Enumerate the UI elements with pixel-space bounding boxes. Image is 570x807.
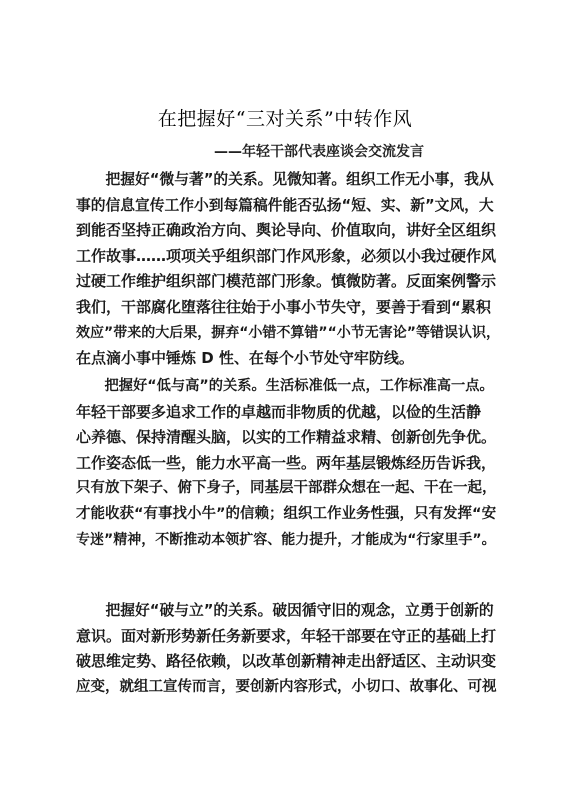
text-line: 年轻干部要多追求工作的卓越而非物质的优越，以俭的生活静 — [76, 402, 482, 421]
text-line: 工作姿态低一些，能力水平高一些。两年基层锻炼经历告诉我， — [76, 453, 497, 472]
text-line: 过硬工作维护组织部门模范部门形象。慎微防著。反面案例警示 — [76, 272, 497, 291]
text-line: 在点滴小事中锤炼 D 性、在每个小节处守牢防线。 — [76, 349, 414, 368]
text-line: 把握好“破与立”的关系。破因循守旧的观念，立勇于创新的 — [76, 602, 494, 619]
text-line: 才能收获“有事找小牛”的信赖；组织工作业务性强，只有发挥“安 — [76, 505, 497, 522]
paragraph-di-yu-gao — [76, 374, 500, 553]
text-line: 工作故事……项项关乎组织部门作风形象，必须以小我过硬作风 — [76, 246, 497, 265]
paragraph-po-yu-li — [76, 598, 500, 700]
text-line: 到能否坚持正确政治方向、舆论导向、价值取向，讲好全区组织 — [76, 221, 497, 240]
text-line: 我们，干部腐化堕落往往始于小事小节失守，要善于看到“累积 — [76, 297, 491, 316]
document-subtitle: ——年轻干部代表座谈会交流发言 — [214, 144, 424, 160]
paragraph-wei-yu-zhu — [76, 167, 500, 372]
text-line: 把握好“低与高”的关系。生活标准低一点，工作标准高一点。 — [76, 378, 494, 394]
text-line: 意识。面对新形势新任务新要求，年轻干部要在守正的基础上打 — [76, 626, 497, 645]
text-line: 专迷”精神，不断推动本领扩容、能力提升，才能成为“行家里手”。 — [76, 531, 496, 548]
text-line: 应变，就组工宣传而言，要创新内容形式，小切口、故事化、可视 — [76, 678, 497, 695]
text-line: 只有放下架子、俯下身子，同基层干部群众想在一起、干在一起， — [76, 480, 497, 497]
document-title: 在把握好“三对关系”中转作风 — [157, 108, 413, 130]
text-line: 效应”带来的大后果，摒弃“小错不算错”“小节无害论”等错误认识， — [76, 324, 500, 341]
text-line: 把握好“微与著”的关系。见微知著。组织工作无小事，我从 — [76, 171, 494, 188]
text-line: 破思维定势、路径依赖，以改革创新精神走出舒适区、主动识变 — [76, 652, 497, 671]
text-line: 心养德、保持清醒头脑，以实的工作精益求精、创新创先争优。 — [76, 428, 497, 447]
text-line: 事的信息宣传工作小到每篇稿件能否弘扬“短、实、新”文风，大 — [76, 196, 494, 214]
